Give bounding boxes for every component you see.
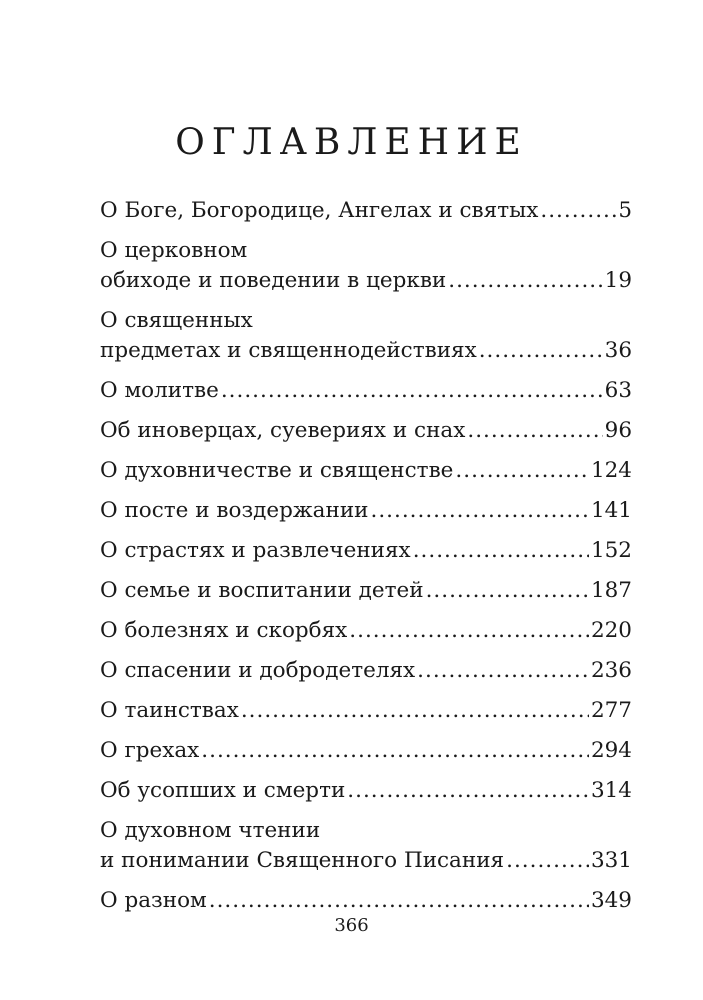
toc-entry-title: О семье и воспитании детей [100,578,424,603]
toc-entry-row [100,456,632,486]
toc-entry [100,376,632,406]
dot-leader [347,776,589,806]
toc-entry-row [100,616,632,646]
toc-entry-title: предметах и священнодействиях [100,338,477,363]
toc-entry-page-number: 124 [590,458,632,483]
toc-entry-title: О посте и воздержании [100,498,369,523]
toc-entry-title-line: О священных [100,308,253,333]
toc-entry-title: обиходе и поведении в церкви [100,268,447,293]
page-title: ОГЛАВЛЕНИЕ [175,122,528,163]
toc-entry-page-number: 220 [590,618,632,643]
toc-entry-row [100,886,632,916]
toc-entry-title: Об усопших и смерти [100,778,346,803]
dot-leader [426,576,589,606]
toc-entry-row [100,336,632,366]
dot-leader [201,736,589,766]
toc-entry [100,496,632,526]
toc-entry-title: О спасении и добродетелях [100,658,416,683]
toc-entry-row [100,196,632,226]
dot-leader [349,616,589,646]
dot-leader [413,536,589,566]
toc-entry-row [100,736,632,766]
toc-entry [100,616,632,646]
page-number: 366 [334,915,369,936]
toc-entry-title: О молитве [100,378,219,403]
dot-leader [370,496,588,526]
toc-entry-title-line: О церковном [100,238,248,263]
toc-entry-row [100,776,632,806]
toc-entry [100,196,632,226]
toc-entry-page-number: 19 [604,268,632,293]
toc-entry-row [100,536,632,566]
toc-entry [100,536,632,566]
toc-entry [100,576,632,606]
toc-entry [100,816,632,876]
toc-entry-title: О страстях и развлечениях [100,538,411,563]
toc-entry [100,736,632,766]
toc-entry-row [100,846,632,876]
toc-entry-title: Об иноверцах, суевериях и снах [100,418,466,443]
toc-entry-title-line: О духовном чтении [100,818,321,843]
dot-leader [467,416,602,446]
toc-entry-page-number: 277 [590,698,632,723]
toc-entry-page-number: 63 [604,378,632,403]
dot-leader [540,196,616,226]
toc-entry-page-number: 331 [590,848,632,873]
dot-leader [455,456,589,486]
table-of-contents [100,196,632,926]
toc-entry-page-number: 236 [590,658,632,683]
toc-entry-title: О духовничестве и священстве [100,458,454,483]
toc-entry-page-number: 96 [604,418,632,443]
toc-entry [100,776,632,806]
toc-entry-page-number: 187 [590,578,632,603]
toc-entry-title: О Боге, Богородице, Ангелах и святых [100,198,539,223]
dot-leader [221,376,603,406]
toc-entry-page-number: 294 [590,738,632,763]
toc-entry-page-number: 314 [590,778,632,803]
dot-leader [209,886,589,916]
toc-entry [100,306,632,366]
toc-entry-page-number: 141 [590,498,632,523]
dot-leader [241,696,589,726]
dot-leader [417,656,589,686]
dot-leader [479,336,603,366]
toc-entry-row [100,416,632,446]
toc-entry [100,886,632,916]
toc-entry [100,236,632,296]
toc-entry-row [100,696,632,726]
toc-entry [100,416,632,446]
toc-entry-title: О болезнях и скорбях [100,618,348,643]
toc-entry-page-number: 5 [618,198,632,223]
toc-entry-row [100,496,632,526]
toc-entry-title: О грехах [100,738,200,763]
dot-leader [506,846,589,876]
toc-entry [100,696,632,726]
toc-entry-row [100,376,632,406]
toc-entry [100,656,632,686]
toc-entry [100,456,632,486]
toc-entry-row [100,266,632,296]
toc-entry-page-number: 152 [590,538,632,563]
toc-entry-title: и понимании Священного Писания [100,848,505,873]
toc-entry-page-number: 349 [590,888,632,913]
toc-entry-title: О таинствах [100,698,239,723]
toc-entry-row [100,576,632,606]
dot-leader [448,266,602,296]
toc-entry-page-number: 36 [604,338,632,363]
toc-entry-row [100,656,632,686]
toc-entry-title: О разном [100,888,207,913]
